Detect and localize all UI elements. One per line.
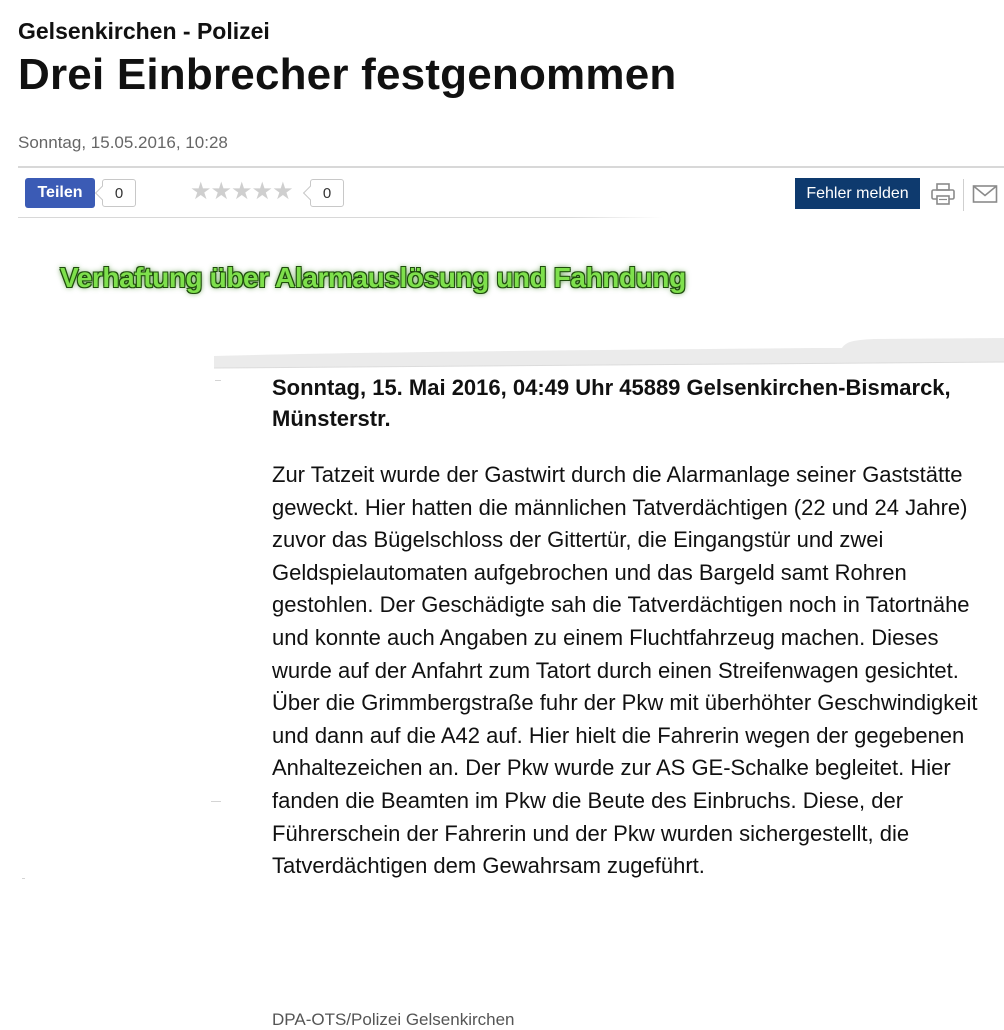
share-button[interactable]: Teilen	[25, 178, 95, 208]
envelope-icon[interactable]	[972, 184, 998, 204]
speck-2	[211, 801, 221, 802]
icon-separator	[963, 179, 964, 211]
report-error-button[interactable]: Fehler melden	[795, 178, 920, 209]
divider-bottom	[18, 217, 663, 218]
rating-stars[interactable]: ★★★★★	[190, 178, 293, 205]
article-dateline: Sonntag, 15.05.2016, 10:28	[18, 133, 228, 152]
article-subheadline: Verhaftung über Alarmauslösung und Fahndung	[60, 262, 686, 293]
article-lead: Sonntag, 15. Mai 2016, 04:49 Uhr 45889 Gelsenkirchen-Bismarck, Münsterstr.	[272, 375, 951, 431]
article-text: Zur Tatzeit wurde der Gastwirt durch die Alarmanlage seiner Gaststätte geweckt. Hier hatten die männlichen Tatverdächtigen (22 und 24 Jahre) zuvor das Bügelschloss der Gittertür, die Eingangstür und zwei Geldspielautomaten aufgebrochen und das Bargeld samt Rohren gestohlen. Der Geschädigte sah die Tatverdächtigen noch in Tatortnähe und konnte auch Angaben zu einem Fluchtfahrzeug machen. Dieses wurde auf der Anfahrt zum Tatort durch einen Streifenwagen gesichtet. Über die Grimmbergstraße fuhr der Pkw mit überhöhter Geschwindigkeit und dann auf die A42 auf. Hier hielt die Fahrerin wegen der gegebenen Anhaltezeichen an. Der Pkw wurde zur AS GE-Schalke begleitet. Hier fanden die Beamten im Pkw die Beute des Einbruchs. Diese, der Führerschein der Fahrerin und der Pkw wurden sichergestellt, die Tatverdächtigen dem Gewahrsam zugeführt.	[272, 462, 978, 879]
divider-top	[18, 166, 1004, 168]
article-source: DPA-OTS/Polizei Gelsenkirchen	[272, 1010, 515, 1029]
article-kicker: Gelsenkirchen - Polizei	[18, 18, 270, 44]
printer-icon[interactable]	[930, 182, 956, 206]
speck-3	[22, 878, 25, 879]
rating-count-badge: 0	[310, 179, 344, 207]
share-count-badge: 0	[102, 179, 136, 207]
article-body	[272, 372, 1002, 883]
speck-1	[215, 380, 221, 381]
page-title: Drei Einbrecher festgenommen	[18, 50, 677, 99]
paper-edge-decoration	[214, 336, 1004, 372]
